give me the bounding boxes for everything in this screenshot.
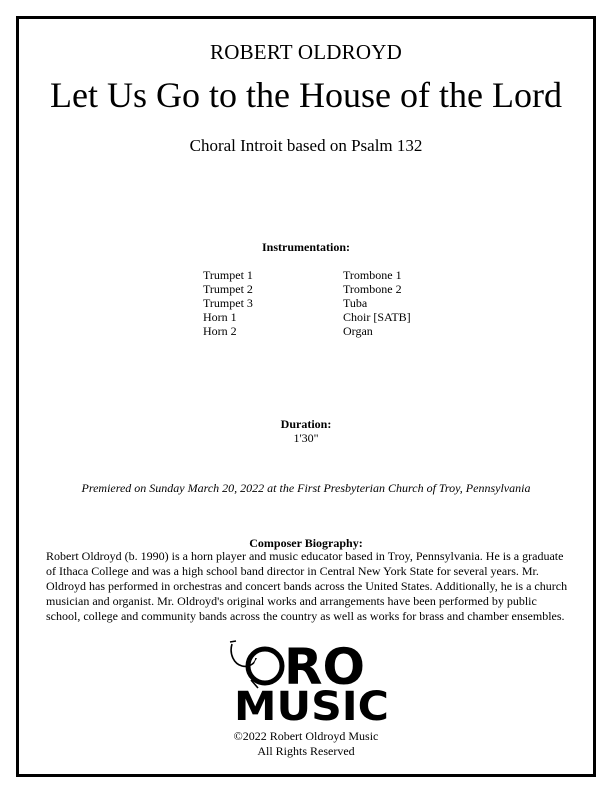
- instrument-item: Tuba: [343, 296, 368, 310]
- page-title: Let Us Go to the House of the Lord: [50, 75, 562, 115]
- instrument-item: Organ: [343, 324, 373, 338]
- duration-value: 1'30": [293, 431, 319, 445]
- premiere-note: Premiered on Sunday March 20, 2022 at the First Presbyterian Church of Troy, Pennsylvania: [81, 481, 531, 495]
- instrument-list-left: [203, 268, 253, 338]
- copyright-line: ©2022 Robert Oldroyd Music: [233, 729, 379, 743]
- instrument-item: Trumpet 1: [203, 268, 253, 282]
- instrument-item: Horn 1: [203, 310, 237, 324]
- instrument-item: Horn 2: [203, 324, 237, 338]
- instrumentation-heading: Instrumentation:: [261, 240, 350, 254]
- biography-text: Robert Oldroyd (b. 1990) is a horn player and music educator based in Troy, Pennsylvania. He is a graduate of Ithaca College and was a high school band director in Central New York State for several years. Mr. Oldroyd has performed in orchestras and concert bands across the United States. Additionally, he is a church musician and organist. Mr. Oldroyd's original works and arrangements have been performed by public school, college and community bands across the country as well as works for brass and chamber ensembles.: [46, 549, 568, 623]
- composer-name: ROBERT OLDROYD: [210, 40, 402, 64]
- rights-line: All Rights Reserved: [257, 744, 355, 758]
- logo-ro-text: RO: [284, 638, 366, 696]
- instrument-list-right: [343, 268, 411, 338]
- instrument-item: Trombone 1: [343, 268, 402, 282]
- instrument-item: Trumpet 3: [203, 296, 253, 310]
- copyright-block: [0, 729, 612, 759]
- logo-music-text: MUSIC: [234, 684, 389, 726]
- biography-heading: Composer Biography:: [249, 536, 363, 550]
- ro-music-logo: [226, 636, 396, 726]
- french-horn-icon: [226, 636, 396, 726]
- subtitle: Choral Introit based on Psalm 132: [189, 136, 423, 155]
- instrument-item: Choir [SATB]: [343, 310, 411, 324]
- instrument-item: Trombone 2: [343, 282, 402, 296]
- instrument-item: Trumpet 2: [203, 282, 253, 296]
- duration-heading: Duration:: [280, 417, 332, 431]
